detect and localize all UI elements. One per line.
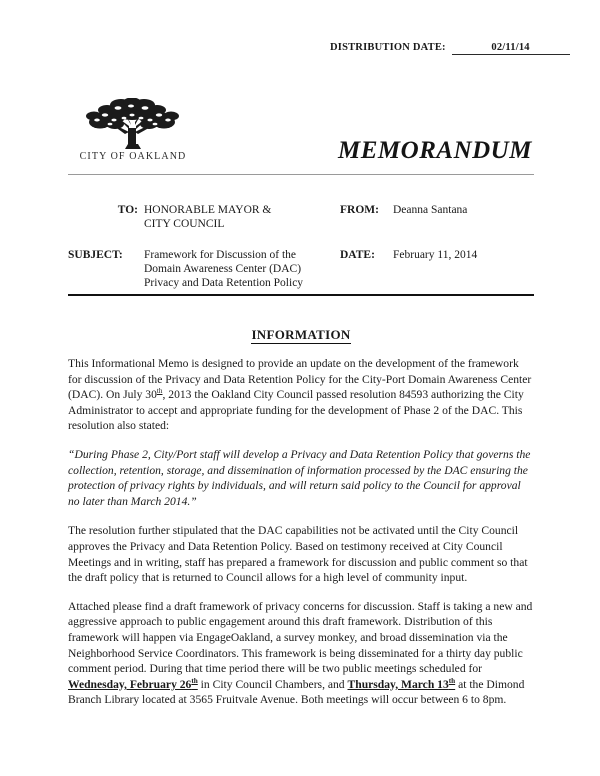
paragraph-4 <box>68 599 535 708</box>
memo-fields <box>68 203 534 307</box>
from-label: FROM: <box>340 204 379 216</box>
field-from <box>340 203 534 217</box>
from-value: Deanna Santana <box>393 204 468 216</box>
memorandum-title: MEMORANDUM <box>338 137 532 164</box>
field-date <box>340 248 534 262</box>
paragraph-4-part-c: at the Dimond Branch Library located at 3565 Fruitvale Avenue. Both meetings will occur between 6 to 8pm. <box>68 677 525 707</box>
date-label: DATE: <box>340 249 375 261</box>
memo-body <box>68 356 535 721</box>
section-heading-text: INFORMATION <box>251 327 351 342</box>
subject-value <box>144 248 303 290</box>
meeting-date-1-superscript: th <box>191 676 198 685</box>
meeting-date-2-text: Thursday, March 13 <box>347 677 449 691</box>
paragraph-1-part-b: , 2013 the Oakland City Council passed resolution 84593 authorizing the City Administrator to accept and appropriate funding for the development of Phase 2 of the DAC. This resolution also stated: <box>68 388 524 433</box>
field-row-subject-date <box>68 248 534 290</box>
to-value <box>144 203 271 231</box>
subject-label: SUBJECT: <box>68 249 123 261</box>
subject-line-1: Framework for Discussion of the <box>144 249 297 261</box>
header-divider-thin <box>68 174 534 175</box>
meeting-date-2-superscript: th <box>448 676 456 685</box>
city-logo <box>68 98 198 162</box>
city-logo-caption: CITY OF OAKLAND <box>79 151 187 162</box>
paragraph-1-part-a: This Informational Memo is designed to provide an update on the development of the framework for discussion of the Privacy and Data Retention Policy for the City-Port Domain Awareness Center (DAC). On July 30 <box>68 357 532 402</box>
paragraph-4-part-a: Attached please find a draft framework of privacy concerns for discussion. Staff is taking a new and aggressive approach to public engagement around this draft framework. Distribution of this framework will happen via EngageOakland, a survey monkey, and broad dissemination via the Neighborhood Service Coordinators. This framework is being disseminated for a thirty day public comment period. During that time period there will be two public meetings scheduled for <box>68 599 533 676</box>
field-subject <box>68 248 340 290</box>
oak-tree-icon <box>85 98 181 150</box>
section-heading-information <box>68 327 534 343</box>
paragraph-1-superscript: th <box>156 387 163 396</box>
to-line-2: CITY COUNCIL <box>144 218 225 230</box>
paragraph-1 <box>68 356 535 434</box>
field-row-to-from <box>68 203 534 231</box>
distribution-date-value: 02/11/14 <box>452 42 570 55</box>
header-divider-thick <box>68 294 534 296</box>
paragraph-4-part-b: in City Council Chambers, and <box>197 677 348 691</box>
field-to <box>68 203 340 231</box>
meeting-date-1 <box>68 678 198 691</box>
paragraph-2-blockquote: “During Phase 2, City/Port staff will develop a Privacy and Data Retention Policy that governs the collection, retention, storage, and dissemination of information processed by the DAC ensuring the protection of privacy rights by individuals, and will return said policy to the Council for approval no later than March 2014.” <box>68 447 531 508</box>
to-line-1: HONORABLE MAYOR & <box>144 204 272 216</box>
distribution-date-label: DISTRIBUTION DATE: <box>330 42 446 53</box>
to-label: TO: <box>117 204 138 216</box>
distribution-date-line <box>330 42 550 55</box>
meeting-date-1-text: Wednesday, February 26 <box>68 677 192 691</box>
subject-line-3: Privacy and Data Retention Policy <box>144 277 304 289</box>
date-value: February 11, 2014 <box>393 249 478 261</box>
paragraph-3: The resolution further stipulated that the DAC capabilities not be activated until the City Council approves the Privacy and Data Retention Policy. Based on testimony received at City Council Meetings and in writing, staff has prepared a framework for discussion and public comment so that the draft policy that is returned to Council allows for a high level of community input. <box>68 524 528 585</box>
subject-line-2: Domain Awareness Center (DAC) <box>144 263 302 275</box>
meeting-date-2 <box>348 678 456 691</box>
